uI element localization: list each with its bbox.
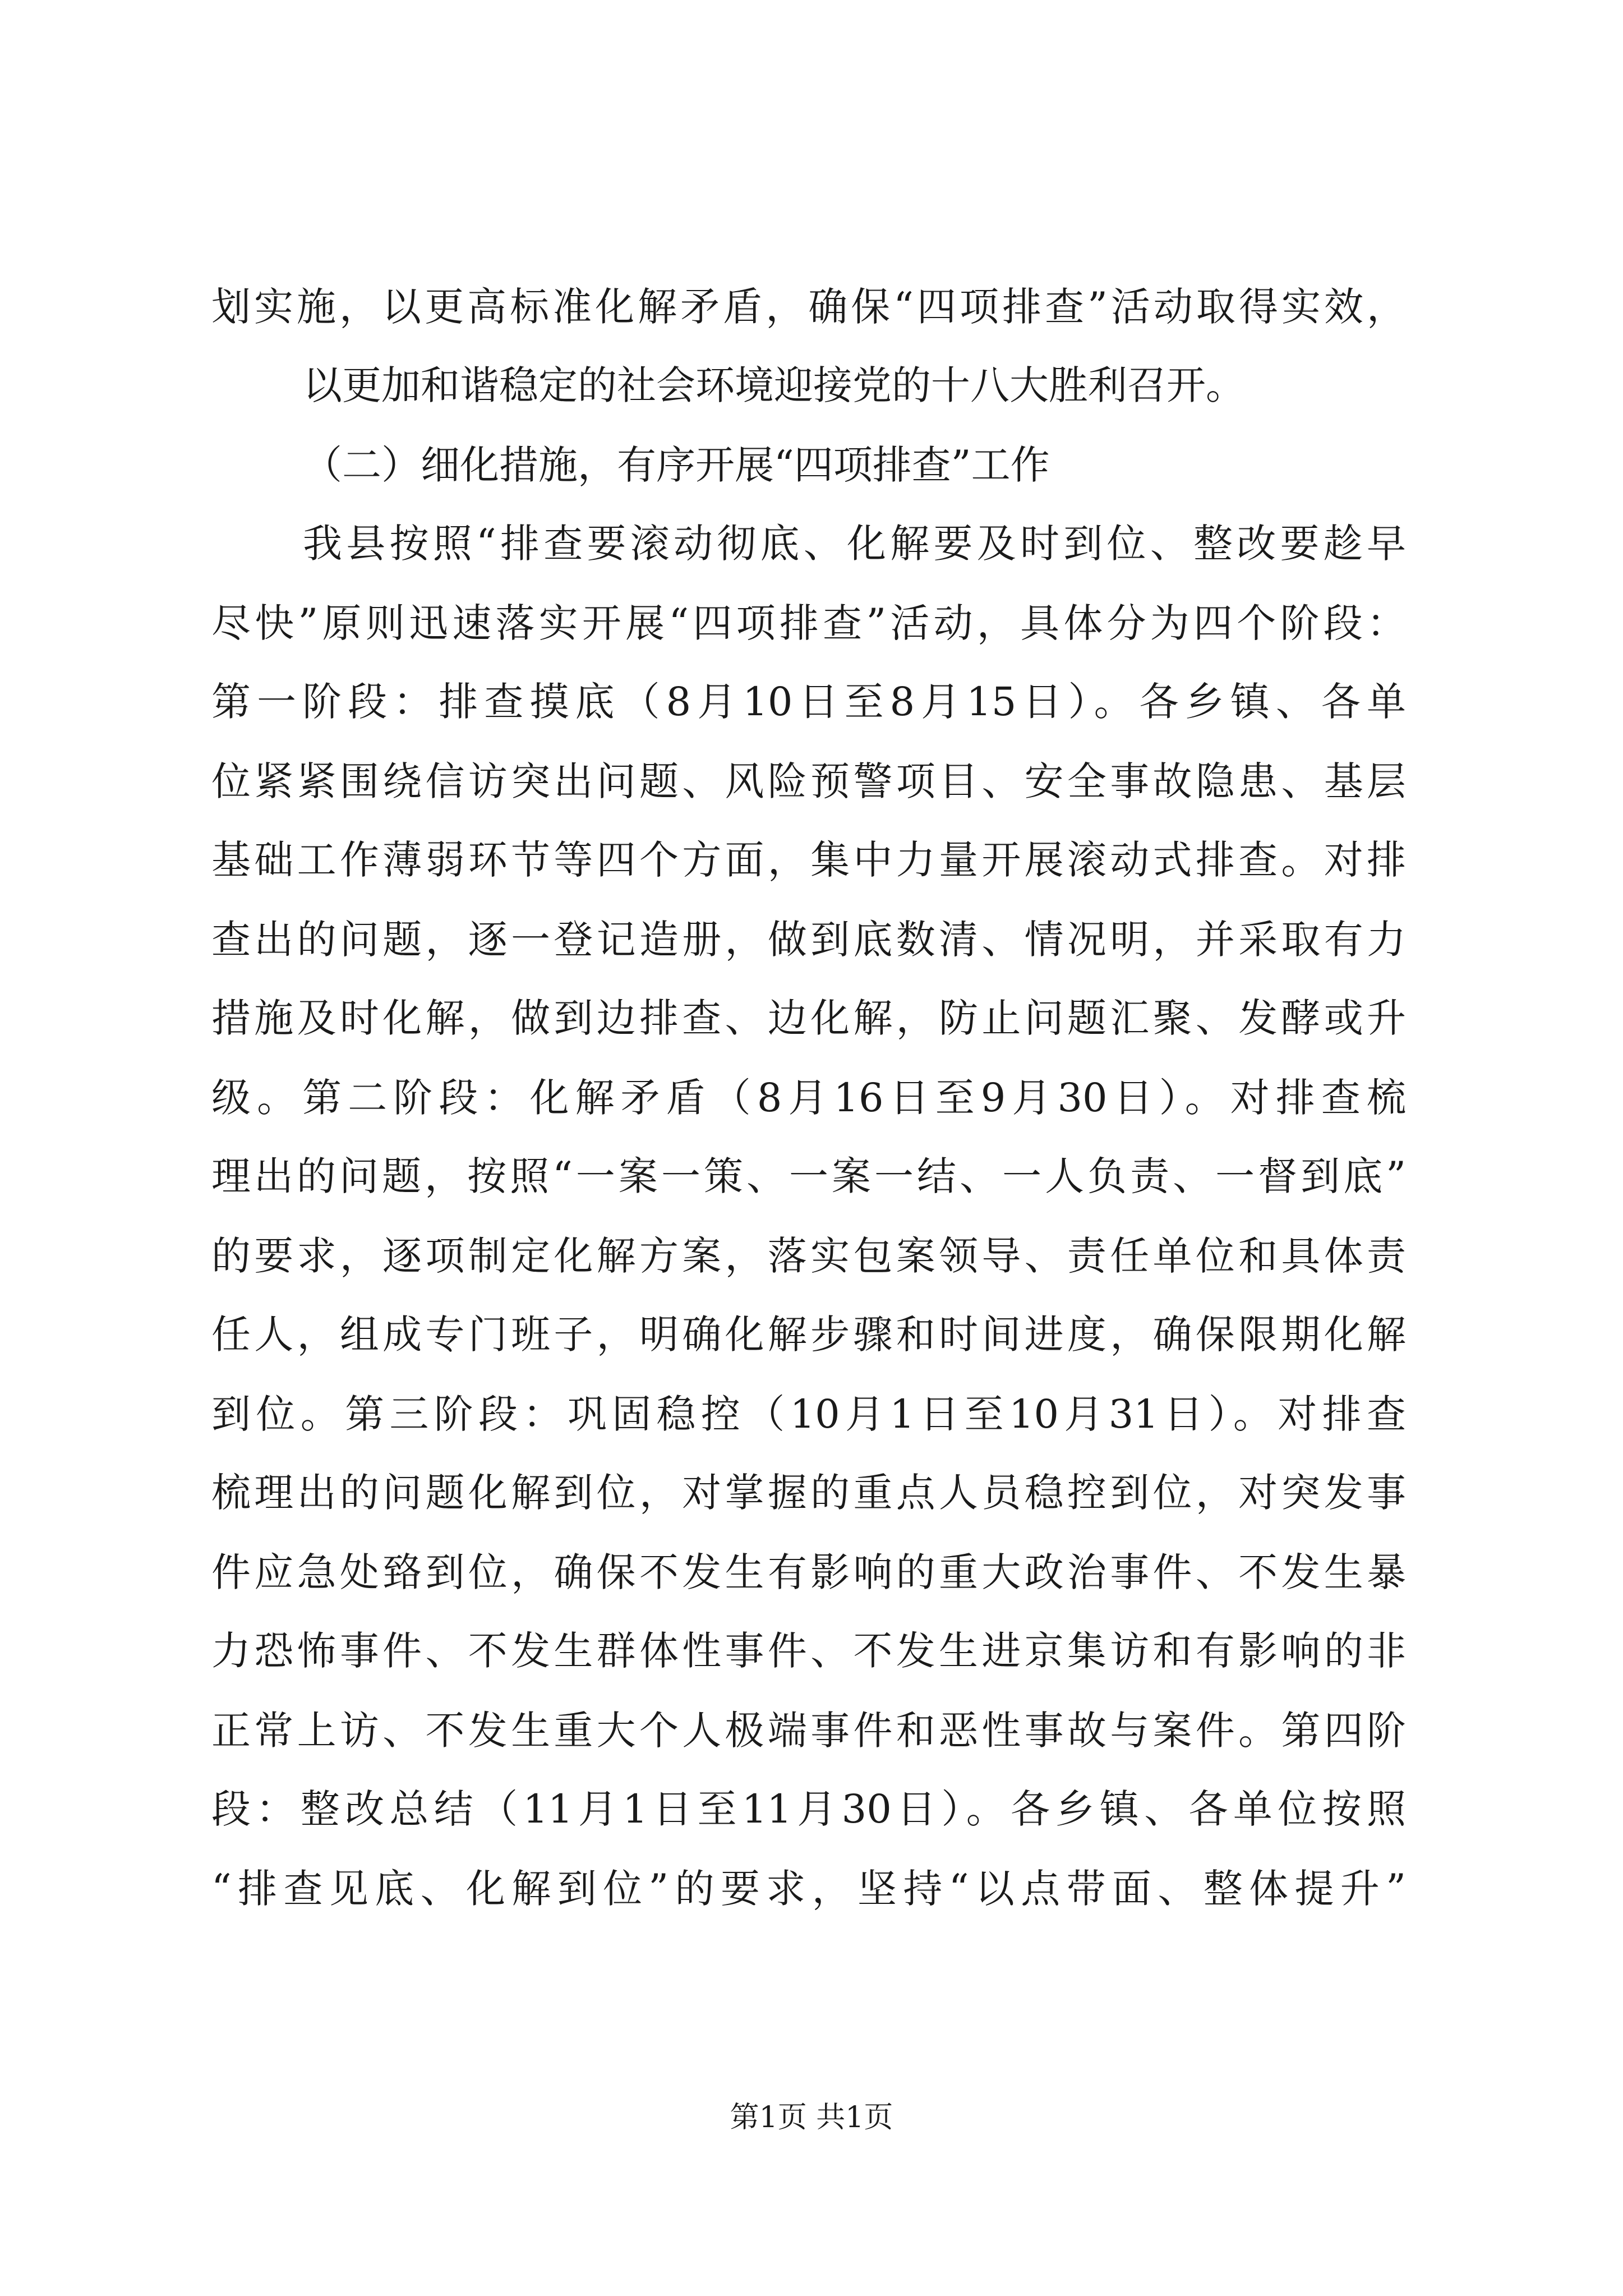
body-text-line: 位紧紧围绕信访突出问题、风险预警项目、安全事故隐患、基层 bbox=[211, 758, 1406, 804]
body-text-line: 段：整改总结（11月1日至11月30日）。各乡镇、各单位按照 bbox=[211, 1786, 1406, 1832]
body-text-line: 梳理出的问题化解到位，对掌握的重点人员稳控到位，对突发事 bbox=[211, 1470, 1406, 1516]
body-text-line: 的要求，逐项制定化解方案，落实包案领导、责任单位和具体责 bbox=[211, 1233, 1406, 1279]
body-text-line: 查出的问题，逐一登记造册，做到底数清、情况明，并采取有力 bbox=[211, 917, 1406, 963]
body-text-line: 件应急处臵到位，确保不发生有影响的重大政治事件、不发生暴 bbox=[211, 1549, 1406, 1595]
body-text-line: 划实施，以更高标准化解矛盾，确保“四项排查”活动取得实效， bbox=[211, 284, 1406, 330]
body-text-line: 正常上访、不发生重大个人极端事件和恶性事故与案件。第四阶 bbox=[211, 1708, 1406, 1754]
page-number-footer: 第1页 共1页 bbox=[730, 2101, 893, 2134]
body-text-line: “排查见底、化解到位”的要求，坚持“以点带面、整体提升” bbox=[211, 1866, 1406, 1912]
body-text-line: 措施及时化解，做到边排查、边化解，防止问题汇聚、发酵或升 bbox=[211, 995, 1406, 1041]
section-heading: （二）细化措施，有序开展“四项排查”工作 bbox=[303, 442, 1050, 488]
body-text-line: 任人，组成专门班子，明确化解步骤和时间进度，确保限期化解 bbox=[211, 1312, 1406, 1358]
body-text-line: 级。第二阶段：化解矛盾（8月16日至9月30日）。对排查梳 bbox=[211, 1075, 1406, 1121]
body-text-line: 基础工作薄弱环节等四个方面，集中力量开展滚动式排查。对排 bbox=[211, 837, 1406, 883]
body-text-line: 第一阶段：排查摸底（8月10日至8月15日）。各乡镇、各单 bbox=[211, 679, 1406, 725]
body-text-line: 尽快”原则迅速落实开展“四项排查”活动，具体分为四个阶段： bbox=[211, 600, 1406, 646]
body-text-line: 理出的问题，按照“一案一策、一案一结、一人负责、一督到底” bbox=[211, 1153, 1406, 1199]
body-text-line: 到位。第三阶段：巩固稳控（10月1日至10月31日）。对排查 bbox=[211, 1391, 1406, 1437]
body-text-line: 我县按照“排查要滚动彻底、化解要及时到位、整改要趁早 bbox=[303, 521, 1406, 567]
body-text-line: 力恐怖事件、不发生群体性事件、不发生进京集访和有影响的非 bbox=[211, 1628, 1406, 1674]
body-text-line: 以更加和谐稳定的社会环境迎接党的十八大胜利召开。 bbox=[303, 362, 1245, 408]
